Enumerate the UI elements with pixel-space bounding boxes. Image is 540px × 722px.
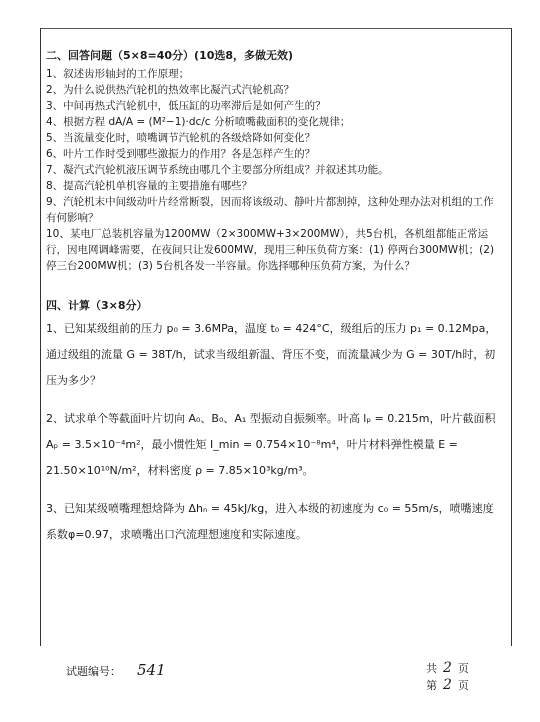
question-item: 1、叙述齿形轴封的工作原理； [46, 68, 190, 80]
current-page-line [426, 677, 469, 694]
section-4-title: 四、计算（3×8分） [46, 299, 148, 312]
exam-code [66, 661, 166, 679]
total-pages-unit: 页 [457, 662, 469, 675]
calc-problem: 3、已知某级喷嘴理想焓降为 Δhₙ = 45kJ/kg，进入本级的初速度为 c₀ = 55m/s，喷嘴速度系数φ=0.97，求喷嘴出口汽流理想速度和实际速度。 [46, 502, 494, 541]
question-item: 4、根据方程 dA/A = (M²−1)·dc/c 分析喷嘴截面积的变化规律； [46, 116, 351, 128]
total-pages-value: 2 [443, 660, 452, 676]
question-item: 5、当流量变化时，喷嘴调节汽轮机的各级焓降如何变化？ [46, 132, 316, 144]
exam-code-value: 541 [137, 661, 166, 679]
calc-problem: 2、试求单个等截面叶片切向 A₀、B₀、A₁ 型振动自振频率。叶高 lₚ = 0.215m，叶片截面积 Aₚ = 3.5×10⁻⁴m²，最小惯性矩 I_min = 0.754×10⁻⁸m⁴，叶片材料弹性模量 E = 21.50×10¹⁰N/m²，材料密度 ρ = 7.85×10³kg/m³。 [46, 412, 496, 477]
current-page-unit: 页 [457, 679, 469, 692]
current-page-value: 2 [443, 677, 452, 693]
question-item: 6、叶片工作时受到哪些激振力的作用？各是怎样产生的？ [46, 148, 316, 160]
total-pages-label: 共 [426, 662, 437, 675]
question-item: 10、某电厂总装机容量为1200MW（2×300MW+3×200MW），共5台机，各机组都能正常运行，因电网调峰需要，在夜间只让发600MW，现用三种压负荷方案：(1) 停两台300MW机；(2) 停三台200MW机；(3) 5台机各发一半容量。你选择哪种压负荷方案，为什么？ [46, 228, 495, 272]
page-count [426, 660, 469, 694]
exam-content [46, 48, 498, 560]
question-item: 2、为什么说供热汽轮机的热效率比凝汽式汽轮机高？ [46, 84, 295, 96]
question-item: 8、提高汽轮机单机容量的主要措施有哪些？ [46, 180, 253, 192]
question-item: 7、凝汽式汽轮机液压调节系统由哪几个主要部分所组成？并叙述其功能。 [46, 164, 389, 176]
section-2-title: 二、回答问题（5×8=40分）(10选8，多做无效) [46, 49, 294, 62]
calc-problem: 1、已知某级组前的压力 p₀ = 3.6MPa，温度 t₀ = 424°C，级组后的压力 p₁ = 0.12Mpa，通过级组的流量 G = 38T/h，试求当级组新温、背压不变，而流量减少为 G = 30T/h时，初压为多少？ [46, 322, 497, 387]
current-page-label: 第 [426, 679, 437, 692]
exam-code-label: 试题编号： [66, 665, 121, 678]
question-item: 9、汽轮机末中间级动叶片经常断裂，因而将该级动、静叶片都割掉，这种处理办法对机组的工作有何影响？ [46, 196, 494, 224]
total-pages-line [426, 660, 469, 677]
question-item: 3、中间再热式汽轮机中，低压缸的功率滞后是如何产生的？ [46, 100, 326, 112]
